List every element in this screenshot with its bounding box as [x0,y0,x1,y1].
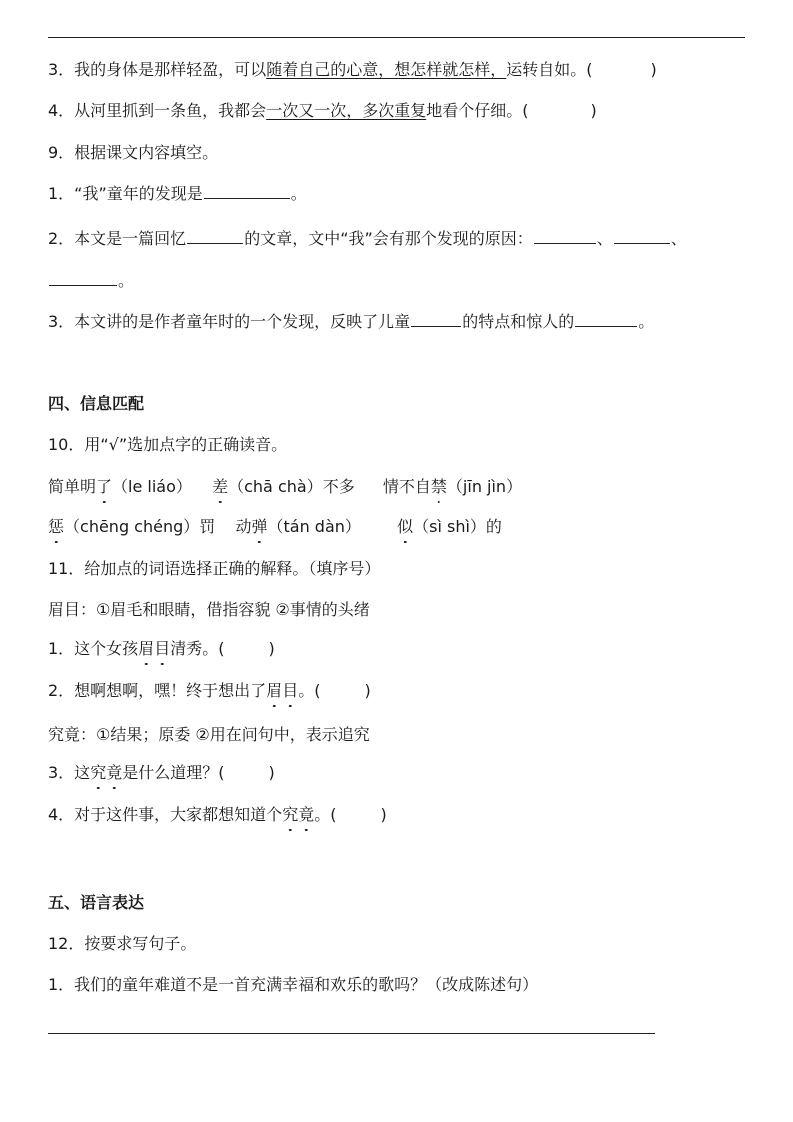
q11-item-4 [48,805,387,825]
section-5-heading: 五、语言表达 [48,893,145,912]
q11-item-3 [48,763,275,783]
q11-3-text: 3．这 [48,763,91,782]
q9-item-3 [48,312,654,332]
q10-title: 10．用“√”选加点字的正确读音。 [48,435,288,454]
dotted-char: 目 [154,639,171,658]
dotted-char: 竟 [106,763,123,782]
dotted-char: 眉 [266,681,283,700]
dotted-char: 竟 [298,805,315,824]
fill-blank[interactable] [575,312,637,327]
dotted-char: 眉 [138,639,155,658]
period: 。 [290,184,307,203]
q11-3-tail: 是什么道理？( [122,763,225,782]
pinyin-choice[interactable]: （sì shì） [413,517,486,536]
q9-2-text: 2．本文是一篇回忆 [48,229,187,248]
q11-title: 11．给加点的词语选择正确的解释。（填序号） [48,559,381,578]
dotted-char: 差 [212,477,229,496]
dotted-char: 究 [90,763,107,782]
fill-blank[interactable] [49,271,117,286]
q11-1-tail: 清秀。( [170,639,225,658]
pinyin-choice[interactable]: （chā chà） [228,477,323,496]
q9-item-2 [48,229,687,249]
dotted-char: 究 [282,805,299,824]
q3-4-tail: 地看个仔细。( [426,101,529,120]
paren-close: ) [650,60,657,79]
paren-close: ) [590,101,597,120]
word-suffix: 的 [485,517,502,536]
q3-4-text: 4．从河里抓到一条鱼，我都会 [48,101,267,120]
q9-3-text: 3．本文讲的是作者童年时的一个发现，反映了儿童 [48,312,411,331]
word-jiandanmingle: 简单明了 [48,477,113,496]
q9-item-2-cont [48,271,134,291]
fill-blank[interactable] [614,229,670,244]
fill-blank[interactable] [187,229,243,244]
q11-item-2 [48,681,371,701]
period: 。 [118,271,135,290]
q11-4-tail: 。( [314,805,337,824]
q9-3-mid: 的特点和惊人的 [462,312,575,331]
top-rule [48,37,745,38]
fill-blank[interactable] [534,229,596,244]
dotted-char: 似 [397,517,414,536]
pinyin-choice[interactable]: （chēng chéng） [64,517,200,536]
dotted-char: 了 [96,477,113,496]
q12-item-1: 1．我们的童年难道不是一首充满幸福和欢乐的歌吗？（改成陈述句） [48,975,539,994]
pinyin-choice[interactable]: （jīn jìn） [446,477,523,496]
q12-title: 12．按要求写句子。 [48,934,197,953]
fill-blank[interactable] [204,184,290,199]
section-4-heading: 四、信息匹配 [48,394,145,413]
q11-2-text: 2．想啊想啊，嘿！终于想出了 [48,681,267,700]
word-dongtan: 动弹 [235,517,268,536]
q10-row-2 [48,517,502,537]
q3-4-underlined: 一次又一次，多次重复 [266,101,427,120]
pinyin-choice[interactable]: （le liáo） [112,477,192,496]
period: 。 [638,312,655,331]
q11-4-text: 4．对于这件事，大家都想知道个 [48,805,283,824]
q3-item-4 [48,101,597,121]
meimu-definition: 眉目：①眉毛和眼睛，借指容貌 ②事情的头绪 [48,600,370,619]
q10-row-1 [48,477,522,497]
word-suffix: 罚 [199,517,216,536]
q3-3-underlined: 随着自己的心意，想怎样就怎样， [266,60,507,79]
dotted-char: 惩 [48,517,65,536]
answer-line[interactable] [48,1033,655,1034]
q11-1-text: 1．这个女孩 [48,639,139,658]
dotted-char: 目 [282,681,299,700]
q3-item-3 [48,60,657,80]
word-qingbuzijin: 情不自禁 [382,477,447,496]
paren-close: ) [364,681,371,700]
q9-1-text: 1．“我”童年的发现是 [48,184,203,203]
q9-2-mid: 的文章，文中“我”会有那个发现的原因： [244,229,533,248]
q3-3-text: 3．我的身体是那样轻盈，可以 [48,60,267,79]
paren-close: ) [380,805,387,824]
q11-item-1 [48,639,275,659]
jiujing-definition: 究竟：①结果；原委 ②用在问句中，表示追究 [48,725,370,744]
fill-blank[interactable] [411,312,461,327]
pinyin-choice[interactable]: （tán dàn） [267,517,361,536]
word-suffix: 不多 [322,477,355,496]
separator: 、 [596,229,613,248]
q3-3-tail: 运转自如。( [506,60,593,79]
q9-item-1 [48,184,307,204]
q11-2-tail: 。( [298,681,321,700]
separator: 、 [670,229,687,248]
paren-close: ) [268,639,275,658]
q9-title: 9．根据课文内容填空。 [48,143,219,162]
paren-close: ) [268,763,275,782]
